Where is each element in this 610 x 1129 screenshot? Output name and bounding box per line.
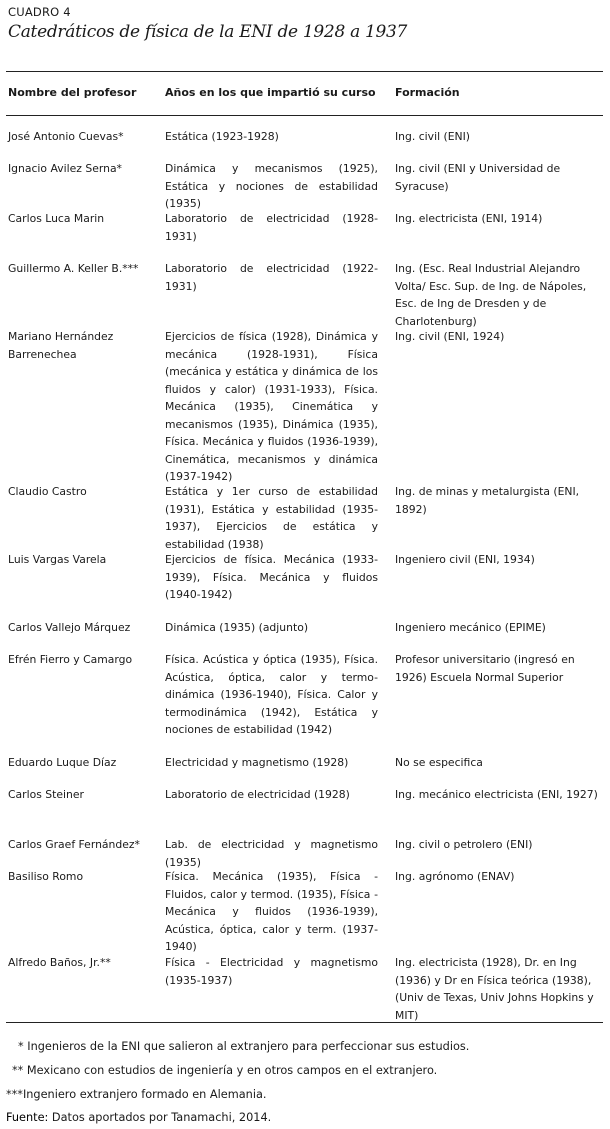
courses-taught: Laboratorio de electricidad (1922-1931) [165,262,378,293]
bottom-rule [6,1022,603,1023]
courses-taught: Ejercicios de física. Mecánica (1933-1939), Física. Mecánica y fluidos (1940-1942) [165,553,378,601]
source-note [6,1111,271,1124]
training: Ingeniero mecánico (EPIME) [395,621,546,634]
professor-name: Mariano Hernández Barrenechea [8,330,114,361]
professor-name: Carlos Steiner [8,788,84,801]
courses-taught: Estática (1923-1928) [165,130,279,143]
professor-name: Eduardo Luque Díaz [8,756,117,769]
header-name: Nombre del profesor [8,86,137,99]
header-rule [6,115,603,116]
courses-taught: Física - Electricidad y magnetismo (1935-1937) [165,956,378,987]
footnote-2: ** Mexicano con estudios de ingeniería y en otros campos en el extranjero. [12,1064,438,1077]
footnote-3: ***Ingeniero extranjero formado en Alemania. [6,1088,267,1101]
courses-taught: Laboratorio de electricidad (1928-1931) [165,212,378,243]
training: Ing. civil o petrolero (ENI) [395,838,533,851]
training: Ing. civil (ENI, 1924) [395,330,505,343]
training: Ing. electricista (1928), Dr. en Ing (1936) y Dr en Física teórica (1938), (Univ de Texas, Univ Johns Hopkins y MIT) [395,956,594,1022]
professor-name: Carlos Graef Fernández* [8,838,140,851]
header-courses: Años en los que impartió su curso [165,86,376,99]
training: Ing. (Esc. Real Industrial Alejandro Volta/ Esc. Sup. de Ing. de Nápoles, Esc. de Ing de Dresden y de Charlotenburg) [395,262,587,328]
professor-name: José Antonio Cuevas* [8,130,124,143]
professor-name: Claudio Castro [8,485,87,498]
training: Ing. agrónomo (ENAV) [395,870,515,883]
table-title: Catedráticos de física de la ENI de 1928 a 1937 [8,22,408,42]
footnote-1: * Ingenieros de la ENI que salieron al extranjero para perfeccionar sus estudios. [18,1040,470,1053]
header-training: Formación [395,86,460,99]
training: Ing. de minas y metalurgista (ENI, 1892) [395,485,580,516]
professor-name: Basiliso Romo [8,870,84,883]
training: Ing. electricista (ENI, 1914) [395,212,543,225]
courses-taught: Física. Acústica y óptica (1935), Física. Acústica, óptica, calor y termo-dinámica (1936-1940), Física. Calor y termodinámica (1942), Estática y nociones de estabilidad (1942) [165,653,378,736]
courses-taught: Dinámica y mecanismos (1925), Estática y nociones de estabilidad (1935) [165,162,378,210]
professor-name: Carlos Luca Marin [8,212,105,225]
training: Ing. civil (ENI y Universidad de Syracuse) [395,162,561,193]
courses-taught: Lab. de electricidad y magnetismo (1935) [165,838,378,869]
source-text: Datos aportados por Tanamachi, 2014. [48,1111,272,1124]
source-label: Fuente: [6,1111,49,1124]
training: Profesor universitario (ingresó en 1926) Escuela Normal Superior [395,653,575,684]
training: Ingeniero civil (ENI, 1934) [395,553,535,566]
professor-name: Luis Vargas Varela [8,553,107,566]
courses-taught: Estática y 1er curso de estabilidad (1931), Estática y estabilidad (1935-1937), Ejercicios de estática y estabilidad (1938) [165,485,378,551]
courses-taught: Laboratorio de electricidad (1928) [165,788,350,801]
top-rule [6,71,603,72]
courses-taught: Ejercicios de física (1928), Dinámica y mecánica (1928-1931), Física (mecánica y estática y dinámica de los fluidos y calor) (1931-1933), Física. Mecánica (1935), Cinemática y mecanismos (1935), Dinámica (1935), Física. Mecánica y fluidos (1936-1939), Cinemática, mecanismos y dinámica (1937-1942) [165,330,378,483]
training: No se especifica [395,756,483,769]
courses-taught: Física. Mecánica (1935), Física - Fluidos, calor y termod. (1935), Física - Mecánica y fluidos (1936-1939), Acústica, óptica, calor y term. (1937-1940) [165,870,378,953]
professor-name: Alfredo Baños, Jr.** [8,956,111,969]
courses-taught: Electricidad y magnetismo (1928) [165,756,349,769]
professor-name: Guillermo A. Keller B.*** [8,262,139,275]
training: Ing. mecánico electricista (ENI, 1927) [395,788,598,801]
table-label: CUADRO 4 [8,5,71,19]
courses-taught: Dinámica (1935) (adjunto) [165,621,309,634]
professor-name: Carlos Vallejo Márquez [8,621,131,634]
professor-name: Efrén Fierro y Camargo [8,653,133,666]
training: Ing. civil (ENI) [395,130,471,143]
professor-name: Ignacio Avilez Serna* [8,162,122,175]
